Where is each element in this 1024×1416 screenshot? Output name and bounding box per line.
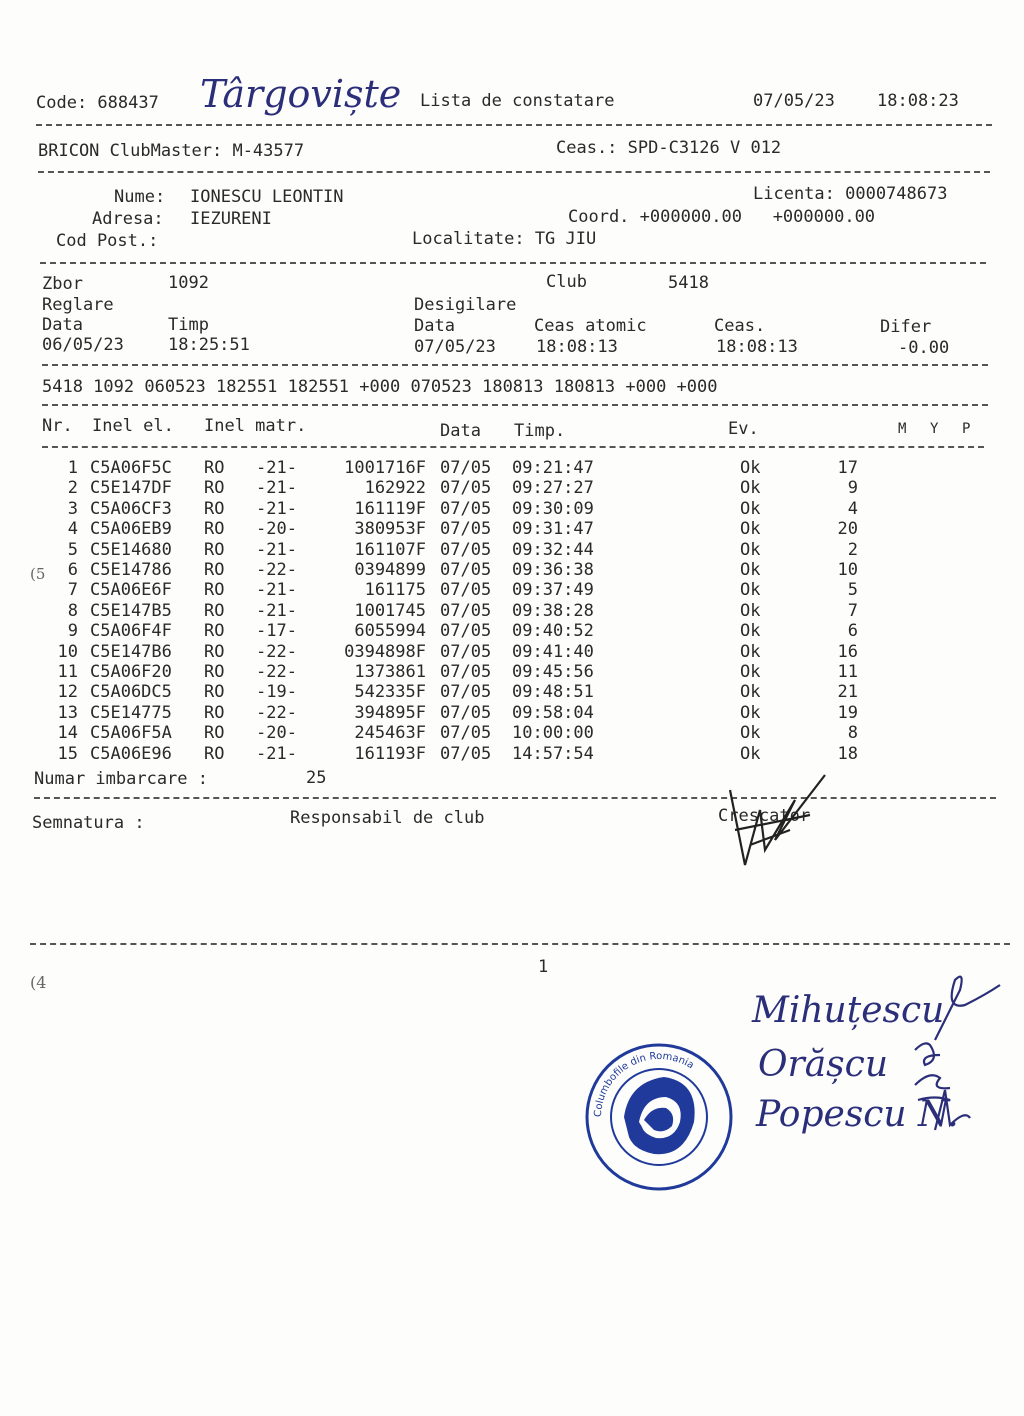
- cell-ev: Ok: [740, 600, 761, 621]
- cell-inel: C5A06EB9: [90, 519, 172, 540]
- cell-inel: C5E14775: [90, 702, 172, 723]
- cell-timp: 09:30:09: [512, 498, 594, 519]
- cell-timp: 09:45:56: [512, 662, 594, 682]
- reglare-time: 18:25:51: [168, 335, 250, 355]
- cell-matr: 161107F: [354, 539, 426, 560]
- address-label: Adresa:: [92, 209, 164, 229]
- cell-an: -22-: [256, 641, 297, 662]
- cell-m: 4: [847, 498, 858, 519]
- cell-tara: RO: [204, 539, 225, 560]
- cell-data: 07/05: [440, 662, 492, 682]
- cell-data: 07/05: [440, 519, 492, 540]
- cell-timp: 09:32:44: [512, 539, 594, 560]
- cell-matr: 0394899: [354, 560, 426, 580]
- signer-name-1: Mihuțescu: [752, 990, 945, 1031]
- owner-address: IEZURENI: [190, 209, 272, 229]
- page-divider: [30, 943, 1010, 945]
- cell-an: -19-: [256, 682, 297, 703]
- cell-nr: 14: [57, 723, 78, 744]
- cell-timp: 09:58:04: [512, 702, 594, 723]
- cell-matr: 162922: [364, 478, 426, 499]
- license: Licenta: 0000748673: [753, 184, 948, 204]
- cell-timp: 09:36:38: [512, 560, 594, 580]
- cell-tara: RO: [204, 560, 225, 580]
- cell-inel: C5A06CF3: [90, 498, 172, 519]
- timp-label: Timp: [168, 315, 209, 335]
- cell-data: 07/05: [440, 743, 492, 764]
- cell-nr: 2: [67, 478, 78, 499]
- col-ev: Ev.: [728, 419, 759, 439]
- cell-timp: 09:27:27: [512, 478, 594, 499]
- handwritten-location: Târgoviște: [200, 72, 402, 116]
- cell-an: -21-: [256, 539, 297, 560]
- cell-data: 07/05: [440, 702, 492, 723]
- cell-nr: 5: [67, 539, 78, 560]
- margin-note-left: (4: [30, 973, 47, 992]
- cell-m: 10: [837, 560, 858, 580]
- cell-inel: C5A06F4F: [90, 621, 172, 642]
- cell-matr: 542335F: [354, 682, 426, 703]
- club-value: 5418: [668, 273, 709, 293]
- cell-an: -22-: [256, 702, 297, 723]
- desigilare-ceas: 18:08:13: [716, 337, 798, 357]
- cell-timp: 14:57:54: [512, 743, 594, 764]
- cell-timp: 09:41:40: [512, 641, 594, 662]
- page-number: 1: [538, 957, 549, 977]
- cell-nr: 10: [57, 641, 78, 662]
- cell-matr: 1001745: [354, 600, 426, 621]
- cell-tara: RO: [204, 723, 225, 744]
- code-line: 5418 1092 060523 182551 182551 +000 070523 180813 180813 +000 +000: [42, 377, 718, 397]
- cell-nr: 7: [67, 580, 78, 601]
- cell-matr: 0394898F: [344, 641, 426, 662]
- cell-m: 5: [847, 580, 858, 601]
- cell-m: 17: [837, 458, 858, 478]
- name-label: Nume:: [114, 187, 166, 207]
- cell-tara: RO: [204, 682, 225, 703]
- cell-matr: 6055994: [354, 621, 426, 642]
- code-label: Code: 688437: [36, 93, 159, 113]
- cell-m: 8: [847, 723, 858, 744]
- cell-timp: 09:37:49: [512, 580, 594, 601]
- cell-an: -21-: [256, 478, 297, 499]
- divider: [42, 404, 988, 406]
- cell-an: -17-: [256, 621, 297, 642]
- imbarcare-value: 25: [306, 768, 327, 788]
- cell-data: 07/05: [440, 600, 492, 621]
- cell-ev: Ok: [740, 478, 761, 499]
- clock-label: Ceas.: SPD-C3126 V 012: [556, 138, 782, 158]
- signer-name-2: Orășcu: [758, 1044, 889, 1085]
- cell-nr: 8: [67, 600, 78, 621]
- cell-m: 21: [837, 682, 858, 703]
- cell-m: 11: [837, 662, 858, 682]
- cell-tara: RO: [204, 478, 225, 499]
- cell-nr: 6: [67, 560, 78, 580]
- cell-inel: C5E147DF: [90, 478, 172, 499]
- reglare-label: Reglare: [42, 295, 114, 315]
- cell-inel: C5E147B6: [90, 641, 172, 662]
- responsabil-label: Responsabil de club: [290, 808, 485, 828]
- cell-m: 2: [847, 539, 858, 560]
- cell-m: 20: [837, 519, 858, 540]
- cell-matr: 394895F: [354, 702, 426, 723]
- crescator-signature: [700, 770, 840, 880]
- col-p: P: [962, 421, 971, 437]
- cell-ev: Ok: [740, 641, 761, 662]
- cell-tara: RO: [204, 743, 225, 764]
- divider: [40, 262, 986, 264]
- club-seal-stamp: [584, 1042, 734, 1192]
- cell-tara: RO: [204, 580, 225, 601]
- cell-data: 07/05: [440, 723, 492, 744]
- cell-an: -20-: [256, 723, 297, 744]
- cell-ev: Ok: [740, 519, 761, 540]
- cell-m: 18: [837, 743, 858, 764]
- zbor-label: Zbor: [42, 274, 83, 294]
- cell-data: 07/05: [440, 682, 492, 703]
- cell-ev: Ok: [740, 662, 761, 682]
- divider: [42, 364, 988, 366]
- cell-m: 7: [847, 600, 858, 621]
- cell-timp: 09:40:52: [512, 621, 594, 642]
- zbor-value: 1092: [168, 273, 209, 293]
- cell-data: 07/05: [440, 478, 492, 499]
- desigilare-label: Desigilare: [414, 295, 517, 315]
- cell-ev: Ok: [740, 539, 761, 560]
- cell-an: -21-: [256, 580, 297, 601]
- cell-an: -21-: [256, 600, 297, 621]
- cell-matr: 1373861: [354, 662, 426, 682]
- cell-ev: Ok: [740, 560, 761, 580]
- col-timp: Timp.: [514, 421, 566, 441]
- data-label: Data: [42, 315, 83, 335]
- document-title: Lista de constatare: [420, 91, 615, 111]
- col-inel-el: Inel el.: [92, 416, 174, 436]
- postal-code: Cod Post.:: [56, 231, 159, 251]
- club-label: Club: [546, 272, 587, 292]
- divider: [34, 797, 996, 799]
- cell-timp: 09:48:51: [512, 682, 594, 703]
- cell-matr: 161119F: [354, 498, 426, 519]
- reglare-date: 06/05/23: [42, 335, 124, 355]
- col-data: Data: [440, 421, 481, 441]
- cell-nr: 9: [67, 621, 78, 642]
- signer-name-3: Popescu N.: [756, 1094, 959, 1135]
- cell-nr: 13: [57, 702, 78, 723]
- crescator-label: Crescator: [718, 806, 811, 826]
- cell-tara: RO: [204, 641, 225, 662]
- cell-an: -22-: [256, 662, 297, 682]
- cell-ev: Ok: [740, 723, 761, 744]
- cell-an: -21-: [256, 743, 297, 764]
- cell-nr: 4: [67, 519, 78, 540]
- cell-nr: 12: [57, 682, 78, 703]
- divider: [36, 124, 992, 126]
- cell-data: 07/05: [440, 458, 492, 478]
- data2-label: Data: [414, 316, 455, 336]
- cell-inel: C5A06F5A: [90, 723, 172, 744]
- seal-text: Columbofile din Romania: [592, 1050, 696, 1118]
- cell-inel: C5E147B5: [90, 600, 172, 621]
- cell-an: -21-: [256, 498, 297, 519]
- col-y: Y: [930, 421, 939, 437]
- cell-tara: RO: [204, 621, 225, 642]
- cell-data: 07/05: [440, 580, 492, 601]
- cell-ev: Ok: [740, 682, 761, 703]
- cell-tara: RO: [204, 662, 225, 682]
- cell-ev: Ok: [740, 621, 761, 642]
- header-time: 18:08:23: [877, 91, 959, 111]
- col-nr: Nr.: [42, 416, 73, 436]
- cell-ev: Ok: [740, 458, 761, 478]
- owner-name: IONESCU LEONTIN: [190, 187, 344, 207]
- cell-nr: 11: [57, 662, 78, 682]
- semnatura-label: Semnatura :: [32, 813, 145, 833]
- cell-nr: 15: [57, 743, 78, 764]
- cell-ev: Ok: [740, 498, 761, 519]
- cell-tara: RO: [204, 458, 225, 478]
- cell-m: 16: [837, 641, 858, 662]
- ceas-atomic-label: Ceas atomic: [534, 316, 647, 336]
- cell-timp: 10:00:00: [512, 723, 594, 744]
- desigilare-date: 07/05/23: [414, 337, 496, 357]
- divider: [42, 446, 984, 448]
- cell-tara: RO: [204, 498, 225, 519]
- imbarcare-label: Numar imbarcare :: [34, 769, 208, 789]
- cell-tara: RO: [204, 519, 225, 540]
- cell-nr: 1: [67, 458, 78, 478]
- col-m: M: [898, 421, 907, 437]
- cell-inel: C5A06DC5: [90, 682, 172, 703]
- signature-marks: [910, 950, 1020, 1150]
- cell-tara: RO: [204, 600, 225, 621]
- cell-matr: 1001716F: [344, 458, 426, 478]
- coordinates: Coord. +000000.00 +000000.00: [568, 207, 876, 227]
- cell-data: 07/05: [440, 560, 492, 580]
- cell-inel: C5A06F5C: [90, 458, 172, 478]
- cell-inel: C5E14786: [90, 560, 172, 580]
- cell-data: 07/05: [440, 641, 492, 662]
- cell-m: 9: [847, 478, 858, 499]
- locality: Localitate: TG JIU: [412, 229, 597, 249]
- cell-timp: 09:38:28: [512, 600, 594, 621]
- cell-inel: C5A06E96: [90, 743, 172, 764]
- margin-note-row: (5: [30, 565, 46, 583]
- cell-matr: 161193F: [354, 743, 426, 764]
- cell-m: 6: [847, 621, 858, 642]
- divider: [38, 171, 990, 173]
- cell-tara: RO: [204, 702, 225, 723]
- difer-label: Difer: [880, 317, 932, 337]
- cell-ev: Ok: [740, 702, 761, 723]
- cell-matr: 380953F: [354, 519, 426, 540]
- desigilare-atomic: 18:08:13: [536, 337, 618, 357]
- cell-m: 19: [837, 702, 858, 723]
- cell-data: 07/05: [440, 498, 492, 519]
- cell-inel: C5A06E6F: [90, 580, 172, 601]
- cell-an: -20-: [256, 519, 297, 540]
- desigilare-diff: -0.00: [898, 338, 950, 358]
- device-label: BRICON ClubMaster: M-43577: [38, 141, 305, 161]
- cell-matr: 245463F: [354, 723, 426, 744]
- cell-data: 07/05: [440, 621, 492, 642]
- cell-timp: 09:21:47: [512, 458, 594, 478]
- cell-inel: C5E14680: [90, 539, 172, 560]
- cell-ev: Ok: [740, 743, 761, 764]
- col-inel-matr: Inel matr.: [204, 416, 307, 436]
- cell-data: 07/05: [440, 539, 492, 560]
- header-date: 07/05/23: [753, 91, 835, 111]
- cell-timp: 09:31:47: [512, 519, 594, 540]
- cell-nr: 3: [67, 498, 78, 519]
- ceas-label: Ceas.: [714, 316, 766, 336]
- cell-an: -22-: [256, 560, 297, 580]
- cell-matr: 161175: [364, 580, 426, 601]
- cell-inel: C5A06F20: [90, 662, 172, 682]
- cell-ev: Ok: [740, 580, 761, 601]
- cell-an: -21-: [256, 458, 297, 478]
